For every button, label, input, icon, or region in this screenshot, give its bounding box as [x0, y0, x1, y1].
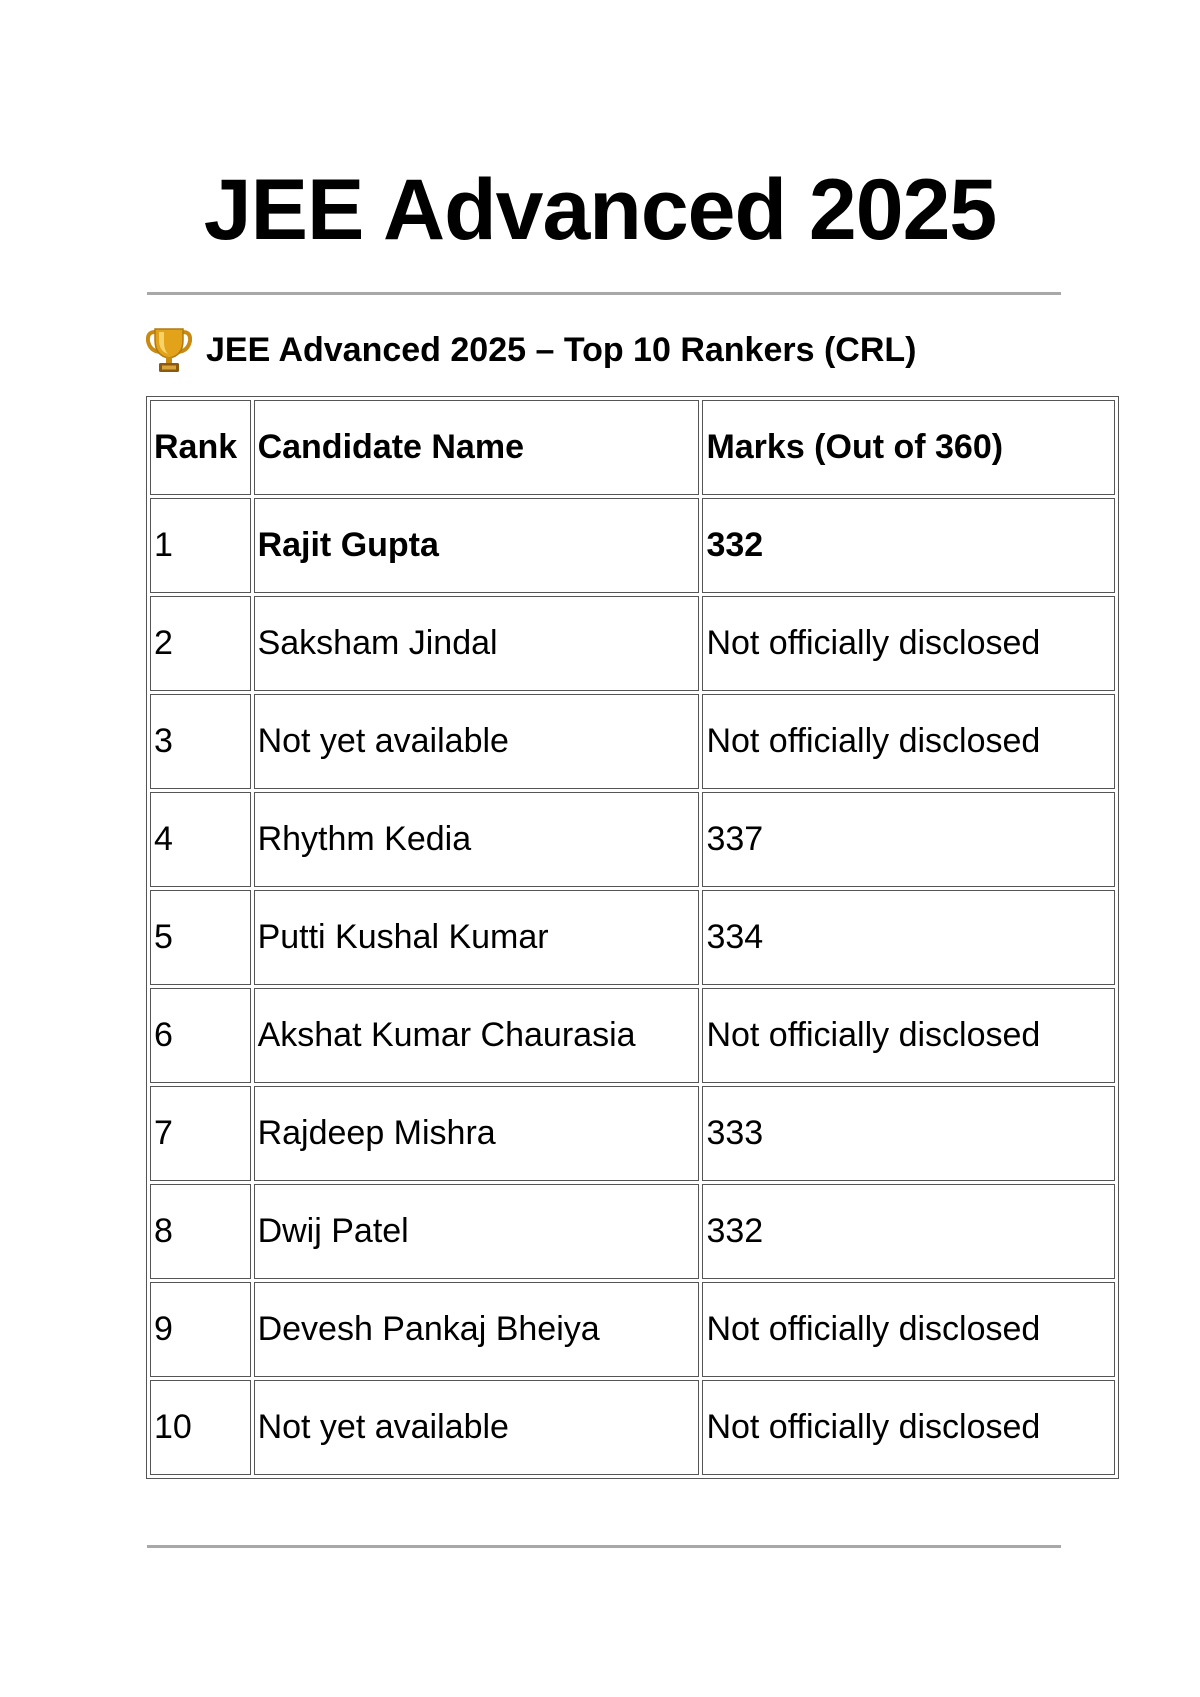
cell-marks: Not officially disclosed [702, 988, 1115, 1083]
top-divider [147, 292, 1061, 295]
table-row [150, 890, 1115, 985]
cell-name: Saksham Jindal [254, 596, 700, 691]
cell-name: Rajdeep Mishra [254, 1086, 700, 1181]
cell-marks: 337 [702, 792, 1115, 887]
cell-rank: 3 [150, 694, 251, 789]
cell-marks: 334 [702, 890, 1115, 985]
cell-marks: Not officially disclosed [702, 1380, 1115, 1475]
cell-rank: 7 [150, 1086, 251, 1181]
trophy-icon [146, 326, 192, 374]
cell-rank: 6 [150, 988, 251, 1083]
header-rank: Rank [150, 400, 251, 495]
table-row [150, 694, 1115, 789]
cell-name: Not yet available [254, 694, 700, 789]
cell-rank: 4 [150, 792, 251, 887]
cell-rank: 10 [150, 1380, 251, 1475]
cell-rank: 5 [150, 890, 251, 985]
cell-marks: Not officially disclosed [702, 694, 1115, 789]
cell-marks: Not officially disclosed [702, 1282, 1115, 1377]
rankers-table [146, 396, 1119, 1479]
cell-marks: 333 [702, 1086, 1115, 1181]
cell-marks: 332 [702, 1184, 1115, 1279]
table-row [150, 498, 1115, 593]
cell-rank: 9 [150, 1282, 251, 1377]
cell-name: Devesh Pankaj Bheiya [254, 1282, 700, 1377]
section-heading [146, 322, 916, 378]
header-candidate-name: Candidate Name [254, 400, 700, 495]
page-title: JEE Advanced 2025 [203, 162, 997, 258]
table-header-row [150, 400, 1115, 495]
cell-name: Rhythm Kedia [254, 792, 700, 887]
table-row [150, 988, 1115, 1083]
table-row [150, 1380, 1115, 1475]
cell-marks: 332 [702, 498, 1115, 593]
table-row [150, 792, 1115, 887]
cell-name: Akshat Kumar Chaurasia [254, 988, 700, 1083]
cell-rank: 2 [150, 596, 251, 691]
cell-name: Dwij Patel [254, 1184, 700, 1279]
table-row [150, 1282, 1115, 1377]
section-heading-text: JEE Advanced 2025 – Top 10 Rankers (CRL) [206, 330, 917, 369]
cell-name: Putti Kushal Kumar [254, 890, 700, 985]
cell-name: Rajit Gupta [254, 498, 700, 593]
header-marks: Marks (Out of 360) [702, 400, 1115, 495]
cell-rank: 1 [150, 498, 251, 593]
table-row [150, 596, 1115, 691]
cell-rank: 8 [150, 1184, 251, 1279]
cell-marks: Not officially disclosed [702, 596, 1115, 691]
table-row [150, 1184, 1115, 1279]
table-row [150, 1086, 1115, 1181]
bottom-divider [147, 1545, 1061, 1548]
cell-name: Not yet available [254, 1380, 700, 1475]
